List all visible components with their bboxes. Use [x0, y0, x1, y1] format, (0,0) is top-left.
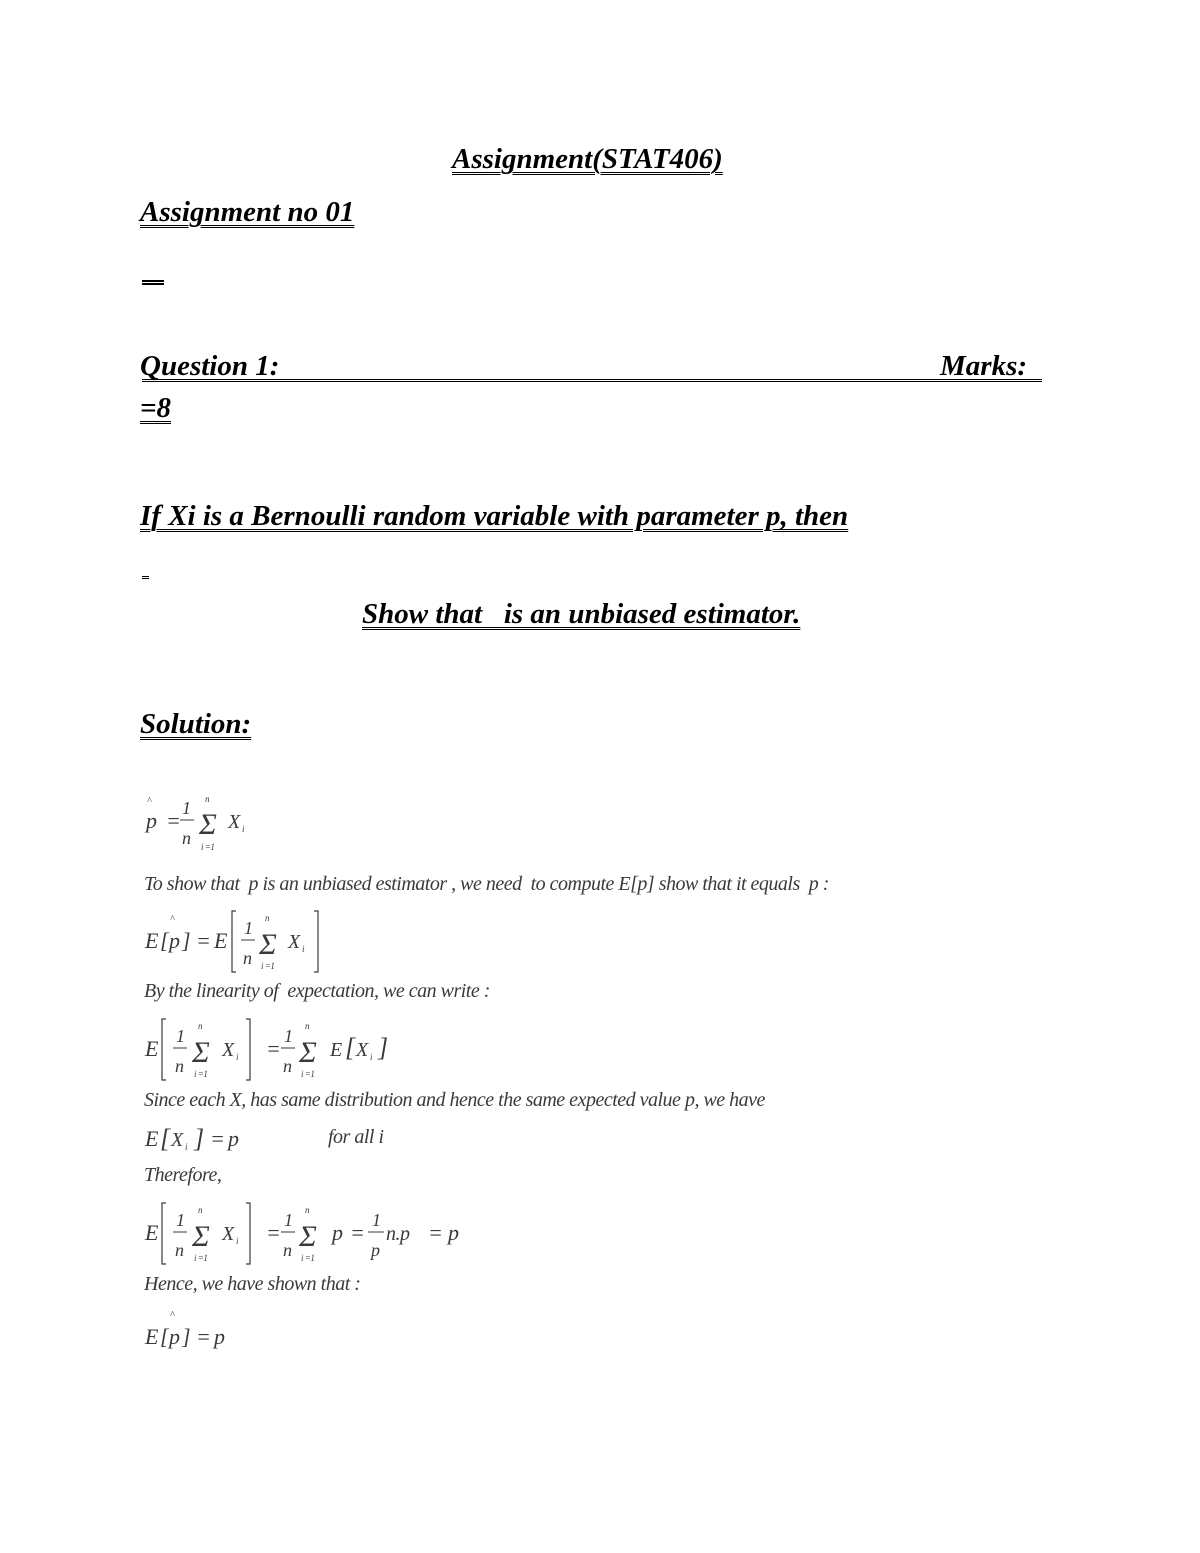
- document-title: Assignment(STAT406): [452, 143, 723, 175]
- svg-text:n: n: [182, 828, 191, 848]
- svg-text:i: i: [236, 1052, 239, 1062]
- svg-text:i: i: [302, 944, 305, 954]
- svg-text:E: E: [145, 928, 158, 953]
- svg-text:X: X: [171, 1129, 183, 1151]
- svg-text:i =1: i =1: [301, 1253, 315, 1263]
- svg-text:^: ^: [170, 914, 174, 925]
- step-linearity-text: By the linearity of expectation, we can write :: [144, 980, 490, 1002]
- assignment-number: Assignment no 01: [140, 196, 355, 228]
- svg-text:n: n: [283, 1240, 292, 1260]
- svg-text:=: =: [266, 1220, 281, 1245]
- svg-text:]: ]: [182, 1324, 191, 1349]
- svg-text:n: n: [198, 1021, 202, 1031]
- hence-text: Hence, we have shown that :: [144, 1273, 361, 1295]
- for-all-i-text: for all i: [328, 1126, 384, 1148]
- svg-text:E: E: [330, 1039, 342, 1061]
- svg-text:Σ: Σ: [299, 1036, 317, 1069]
- svg-text:i =1: i =1: [194, 1253, 208, 1263]
- svg-text:[: [: [160, 1324, 169, 1349]
- svg-text:E: E: [214, 928, 227, 953]
- problem-statement: If Xi is a Bernoulli random variable with parameter p, then: [140, 500, 849, 532]
- separator-mark-small: [142, 564, 149, 580]
- svg-text:[: [: [345, 1033, 355, 1062]
- svg-text:1: 1: [372, 1210, 381, 1230]
- svg-text:i: i: [236, 1236, 239, 1246]
- svg-text:p: p: [448, 1220, 459, 1245]
- svg-text:Σ: Σ: [199, 808, 217, 841]
- svg-text:n: n: [175, 1056, 184, 1076]
- question-label: Question 1:: [140, 350, 280, 382]
- svg-text:=: =: [266, 1036, 281, 1061]
- svg-text:1: 1: [182, 798, 191, 818]
- svg-text:Σ: Σ: [259, 928, 277, 961]
- svg-text:i =1: i =1: [261, 961, 275, 971]
- equation-linearity: [142, 1014, 402, 1090]
- svg-text:]: ]: [182, 928, 191, 953]
- svg-text:=: =: [196, 928, 211, 953]
- svg-text:i: i: [370, 1052, 373, 1062]
- solution-label: Solution:: [140, 708, 252, 740]
- svg-text:X: X: [228, 811, 240, 833]
- svg-text:=: =: [350, 1220, 365, 1245]
- svg-text:X: X: [222, 1223, 234, 1245]
- svg-text:1: 1: [284, 1210, 293, 1230]
- separator-mark: [142, 258, 164, 284]
- svg-text:1: 1: [284, 1026, 293, 1046]
- svg-text:p: p: [214, 1324, 225, 1349]
- svg-text:n: n: [198, 1205, 202, 1215]
- svg-text:]: ]: [378, 1033, 388, 1062]
- equation-expectation-p-hat: [142, 906, 342, 982]
- therefore-text: Therefore,: [144, 1164, 222, 1186]
- equation-conclusion: [142, 1308, 252, 1364]
- svg-text:Σ: Σ: [192, 1036, 210, 1069]
- svg-text:p: p: [332, 1220, 343, 1245]
- svg-text:n: n: [175, 1240, 184, 1260]
- svg-text:p: p: [169, 928, 180, 953]
- svg-text:=: =: [166, 808, 181, 833]
- svg-text:E: E: [145, 1126, 158, 1151]
- svg-text:1: 1: [244, 918, 253, 938]
- svg-text:^: ^: [170, 1310, 174, 1321]
- svg-text:p: p: [228, 1126, 239, 1151]
- step-same-distribution-text: Since each X, has same distribution and hence the same expected value p, we have: [144, 1089, 765, 1111]
- svg-text:X: X: [356, 1039, 368, 1061]
- svg-text:i =1: i =1: [301, 1069, 315, 1079]
- svg-text:p: p: [371, 1240, 380, 1260]
- svg-text:i: i: [242, 824, 245, 834]
- svg-text:n: n: [305, 1021, 309, 1031]
- svg-text:Σ: Σ: [299, 1220, 317, 1253]
- svg-text:p: p: [146, 808, 157, 833]
- svg-text:Σ: Σ: [192, 1220, 210, 1253]
- svg-text:]: ]: [194, 1124, 204, 1153]
- svg-text:X: X: [222, 1039, 234, 1061]
- svg-text:p: p: [169, 1324, 180, 1349]
- svg-text:n: n: [205, 794, 209, 804]
- equation-p-hat-definition: [142, 790, 282, 860]
- svg-text:^: ^: [147, 796, 151, 807]
- svg-text:i =1: i =1: [194, 1069, 208, 1079]
- equation-final-derivation: [142, 1198, 472, 1274]
- svg-text:E: E: [145, 1220, 158, 1245]
- svg-text:[: [: [160, 1124, 170, 1153]
- svg-text:n: n: [283, 1056, 292, 1076]
- svg-text:1: 1: [176, 1210, 185, 1230]
- svg-text:=: =: [428, 1220, 443, 1245]
- marks-value: =8: [140, 392, 172, 424]
- svg-text:E: E: [145, 1036, 158, 1061]
- step-intro-text: To show that p is an unbiased estimator , we need to compute E[p] show that it equals p :: [144, 873, 829, 895]
- marks-label: Marks:: [940, 350, 1028, 382]
- svg-text:n: n: [305, 1205, 309, 1215]
- svg-text:=: =: [196, 1324, 211, 1349]
- svg-text:n: n: [265, 913, 269, 923]
- svg-text:1: 1: [176, 1026, 185, 1046]
- svg-text:X: X: [288, 931, 300, 953]
- svg-text:i =1: i =1: [201, 842, 215, 852]
- svg-text:i: i: [185, 1142, 188, 1152]
- svg-text:=: =: [210, 1126, 225, 1151]
- svg-text:n.p: n.p: [386, 1223, 410, 1245]
- equation-expected-value-xi: [142, 1120, 252, 1166]
- show-statement: Show that is an unbiased estimator.: [362, 598, 801, 630]
- svg-text:n: n: [243, 948, 252, 968]
- svg-text:[: [: [160, 928, 169, 953]
- svg-text:E: E: [145, 1324, 158, 1349]
